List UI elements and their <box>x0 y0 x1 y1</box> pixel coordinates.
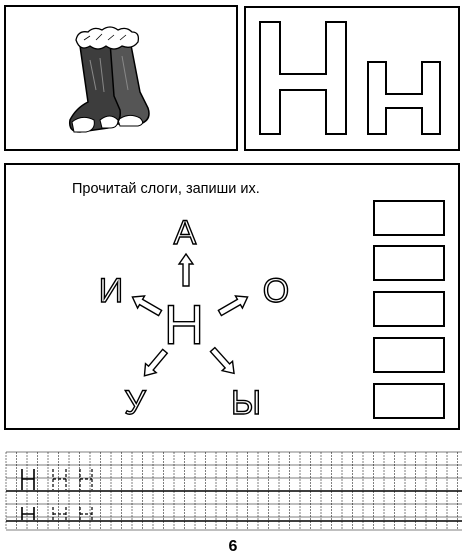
page-number: 6 <box>228 538 238 555</box>
answer-box[interactable] <box>374 338 444 372</box>
arrow-down-left <box>139 347 170 381</box>
boots-illustration <box>70 27 149 132</box>
fur-trim <box>76 27 138 49</box>
answer-box[interactable] <box>374 246 444 280</box>
arrow-up <box>179 254 193 286</box>
center-letter: Н <box>163 293 205 356</box>
answer-box[interactable] <box>374 384 444 418</box>
vowel-right: О <box>262 272 290 310</box>
answer-box[interactable] <box>374 201 444 235</box>
letter-outline-lower <box>368 62 440 134</box>
copybook-samples <box>22 469 92 520</box>
answer-boxes <box>374 201 444 418</box>
arrow-left <box>129 291 164 319</box>
arrow-down-right <box>207 345 239 378</box>
arrow-right <box>216 291 251 319</box>
answer-box[interactable] <box>374 292 444 326</box>
vowel-top: А <box>173 214 197 252</box>
vowel-bottom-left: У <box>124 384 146 422</box>
vowel-bottom-right: Ы <box>230 384 262 422</box>
letter-outline-upper <box>260 22 346 134</box>
copybook-grid <box>6 452 462 530</box>
instruction-text: Прочитай слоги, запиши их. <box>72 181 260 197</box>
vowel-left: И <box>98 272 124 310</box>
